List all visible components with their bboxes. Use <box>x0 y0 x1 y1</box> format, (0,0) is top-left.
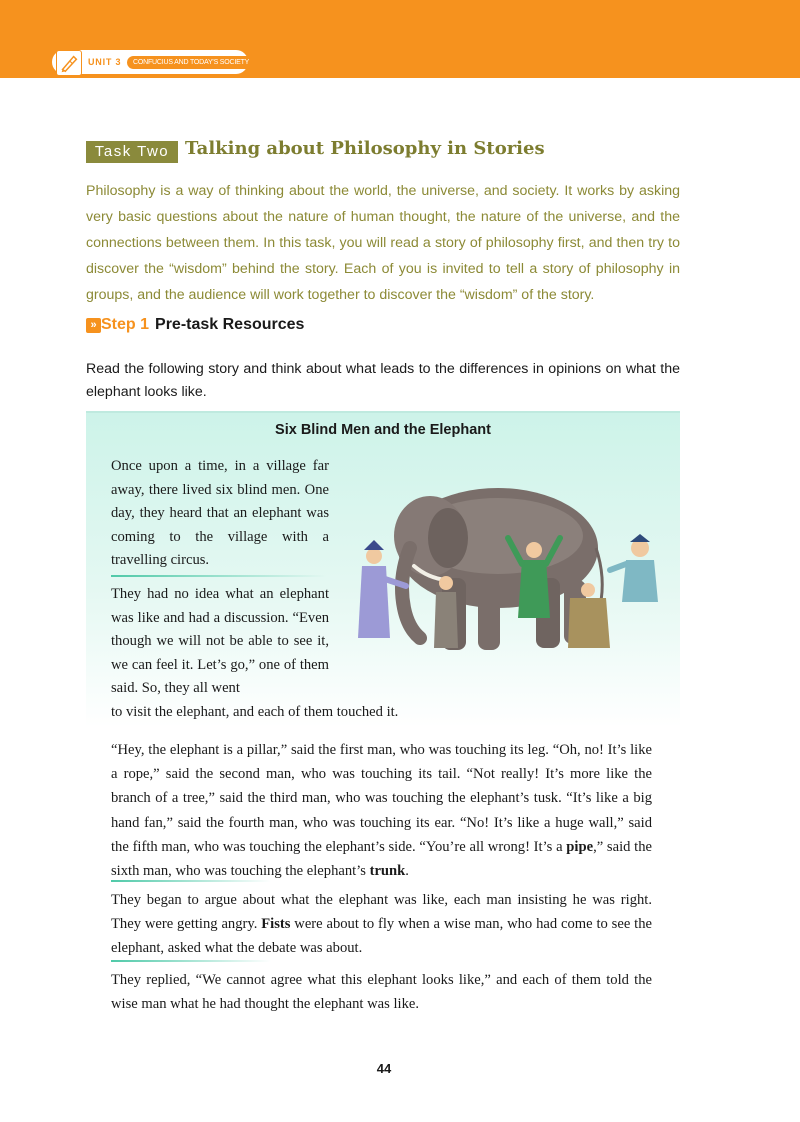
story-paragraph-1: Once upon a time, in a village far away, there lived six blind men. One day, they heard that an elephant was coming to the village with a travelling circus. <box>111 458 329 568</box>
keyword-pipe: pipe <box>566 838 594 855</box>
pen-icon <box>56 50 82 76</box>
step-heading <box>86 316 304 334</box>
story-paragraph-3: “Hey, the elephant is a pillar,” said the first man, who was touching its leg. “Oh, no! It’s like a rope,” said the second man, who was touching its tail. “Not really! It’s more like the branch of a tree,” said the third man, who was touching the elephant’s tusk. “It’s like a big hand fan,” said the fourth man, who was touching its ear. “No! It’s like a huge wall,” said the fifth man, who was touching the elephant’s side. “You’re all wrong! It’s a pipe,” said the sixth man, who was touching the elephant’s trunk. <box>111 742 652 880</box>
unit-label: UNIT 3 <box>88 57 122 67</box>
double-chevron-icon: » <box>86 318 101 333</box>
story-paragraph-4: They began to argue about what the elephant was like, each man insisting he was right. They were getting angry. Fists were about to fly when a wise man, who had come to see the elephant, asked what the debate was about. <box>111 892 652 957</box>
step-number: Step 1 <box>101 316 150 333</box>
story-paragraph-2-end: to visit the elephant, and each of them touched it. <box>111 704 399 720</box>
paragraph-divider <box>111 880 271 882</box>
paragraph-divider <box>111 575 326 577</box>
step-title: Pre-task Resources <box>155 316 305 333</box>
task-intro: Philosophy is a way of thinking about the world, the universe, and society. It works by asking very basic questions about the nature of human thought, the nature of the universe, and the connections between them. In this task, you will read a story of philosophy first, and then try to discover the “wisdom” behind the story. Each of you is invited to tell a story of philosophy in groups, and the audience will work together to discover the “wisdom” of the story. <box>86 183 680 303</box>
unit-title: CONFUCIUS AND TODAY'S SOCIETY <box>127 56 255 69</box>
task-title: Talking about Philosophy in Stories <box>185 138 545 159</box>
story-title: Six Blind Men and the Elephant <box>275 422 491 438</box>
page-number: 44 <box>376 1061 392 1076</box>
story-paragraph-5: They replied, “We cannot agree what this elephant looks like,” and each of them told the wise man what he had thought the elephant was like. <box>111 972 652 1013</box>
elephant-illustration <box>358 478 670 666</box>
story-paragraph-2: They had no idea what an elephant was like and had a discussion. “Even though we will not be able to see it, we can feel it. Let’s go,” one of them said. So, they all went <box>111 586 329 696</box>
keyword-fists: Fists <box>261 916 291 933</box>
step-instruction: Read the following story and think about what leads to the differences in opinions on what the elephant looks like. <box>86 361 680 400</box>
keyword-trunk: trunk <box>369 863 406 880</box>
paragraph-divider <box>111 960 271 962</box>
task-tag: Task Two <box>86 141 178 163</box>
